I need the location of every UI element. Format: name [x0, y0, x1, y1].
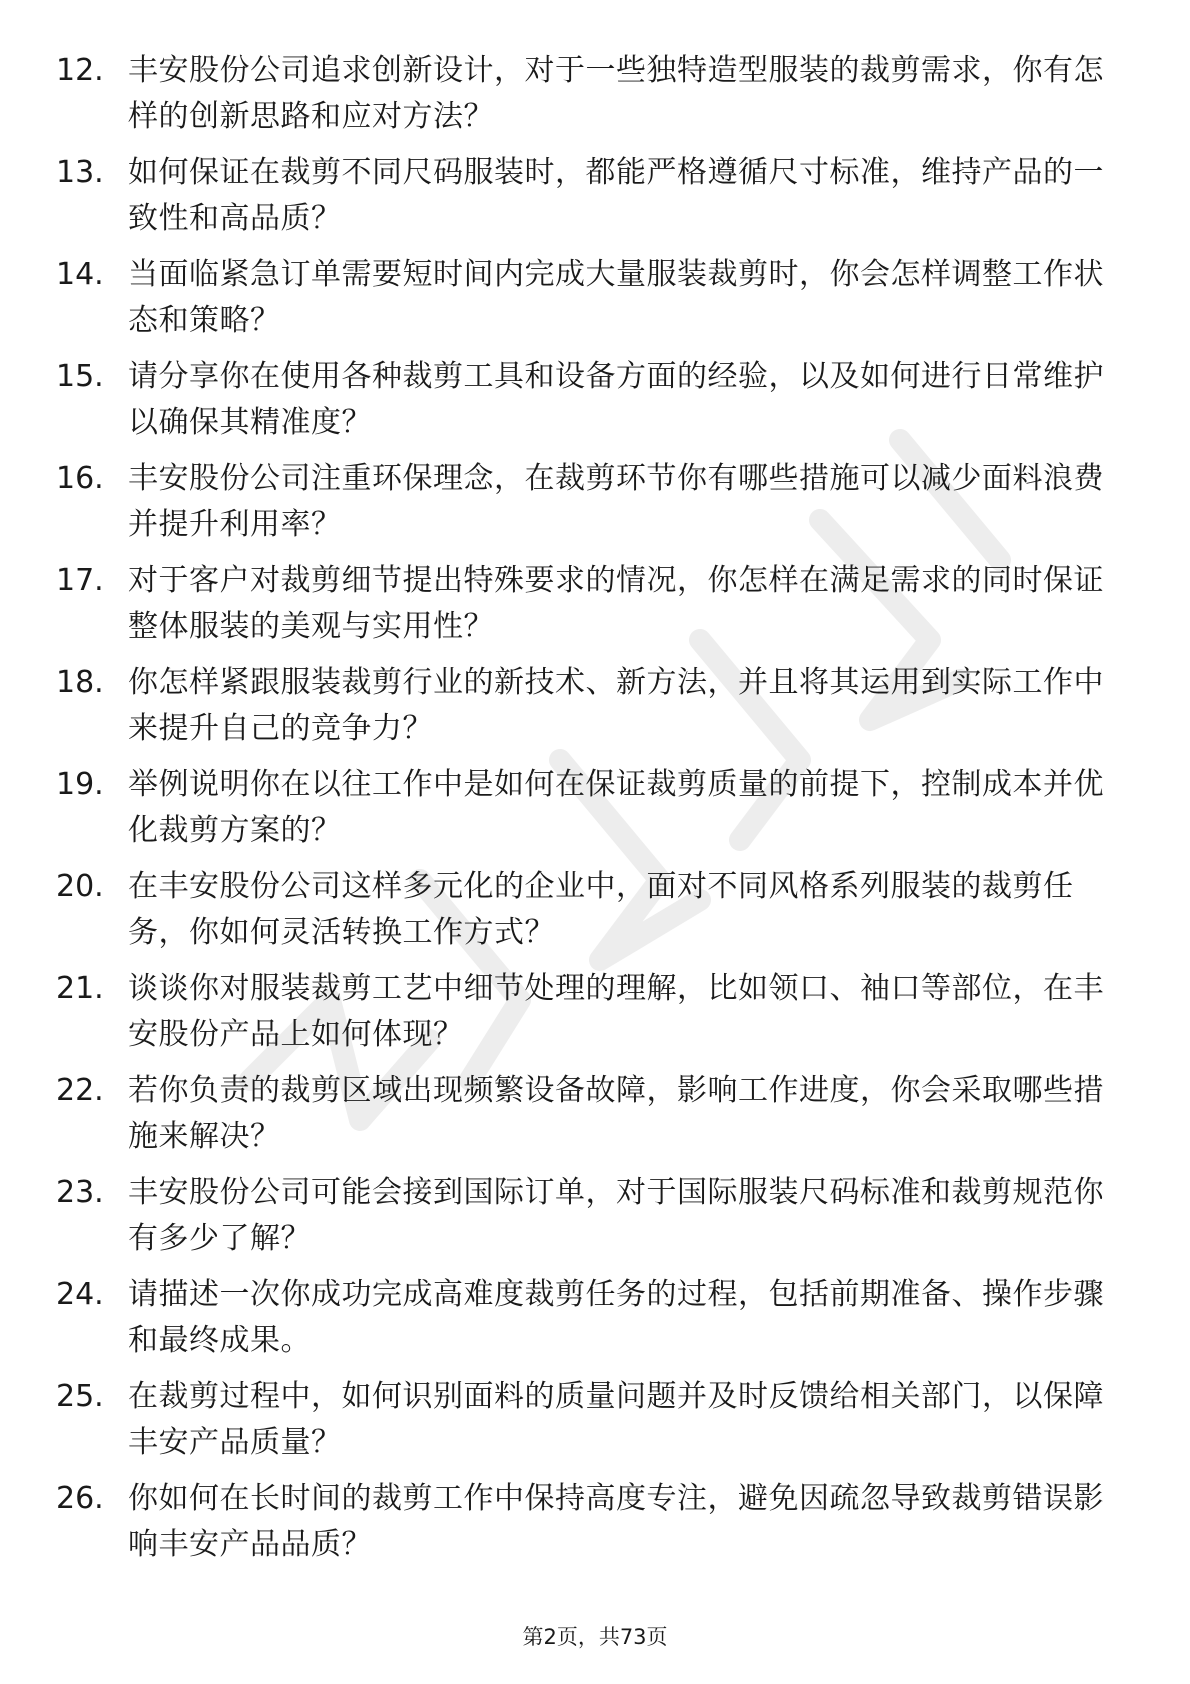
question-number: 22. — [56, 1073, 104, 1108]
question-number: 26. — [56, 1481, 104, 1516]
question-number: 13. — [56, 155, 104, 190]
list-item — [0, 252, 1190, 354]
question-number: 18. — [56, 665, 104, 700]
question-number: 20. — [56, 869, 104, 904]
question-text: 若你负责的裁剪区域出现频繁设备故障，影响工作进度，你会采取哪些措施来解决？ — [128, 1073, 1104, 1154]
question-text: 对于客户对裁剪细节提出特殊要求的情况，你怎样在满足需求的同时保证整体服装的美观与实用性？ — [128, 563, 1104, 644]
question-text: 当面临紧急订单需要短时间内完成大量服装裁剪时，你会怎样调整工作状态和策略？ — [128, 257, 1104, 338]
question-text: 举例说明你在以往工作中是如何在保证裁剪质量的前提下，控制成本并优化裁剪方案的？ — [128, 767, 1104, 848]
list-item — [0, 1476, 1190, 1578]
question-text: 丰安股份公司可能会接到国际订单，对于国际服装尺码标准和裁剪规范你有多少了解？ — [128, 1175, 1104, 1256]
question-number: 24. — [56, 1277, 104, 1312]
list-item — [0, 864, 1190, 966]
question-number: 14. — [56, 257, 104, 292]
list-item — [0, 1272, 1190, 1374]
question-text: 在丰安股份公司这样多元化的企业中，面对不同风格系列服装的裁剪任务，你如何灵活转换工作方式？ — [128, 869, 1074, 950]
list-item — [0, 456, 1190, 558]
question-text: 你怎样紧跟服装裁剪行业的新技术、新方法，并且将其运用到实际工作中来提升自己的竞争力？ — [128, 665, 1104, 746]
question-text: 在裁剪过程中，如何识别面料的质量问题并及时反馈给相关部门，以保障丰安产品质量？ — [128, 1379, 1104, 1460]
list-item — [0, 1170, 1190, 1272]
list-item — [0, 48, 1190, 150]
question-number: 16. — [56, 461, 104, 496]
question-text: 丰安股份公司注重环保理念，在裁剪环节你有哪些措施可以减少面料浪费并提升利用率？ — [128, 461, 1104, 542]
list-item — [0, 150, 1190, 252]
question-text: 请分享你在使用各种裁剪工具和设备方面的经验，以及如何进行日常维护以确保其精准度？ — [128, 359, 1104, 440]
question-number: 17. — [56, 563, 104, 598]
list-item — [0, 660, 1190, 762]
question-text: 谈谈你对服装裁剪工艺中细节处理的理解，比如领口、袖口等部位，在丰安股份产品上如何体现？ — [128, 971, 1104, 1052]
question-text: 请描述一次你成功完成高难度裁剪任务的过程，包括前期准备、操作步骤和最终成果。 — [128, 1277, 1104, 1358]
list-item — [0, 1374, 1190, 1476]
question-number: 25. — [56, 1379, 104, 1414]
question-text: 如何保证在裁剪不同尺码服装时，都能严格遵循尺寸标准，维持产品的一致性和高品质？ — [128, 155, 1104, 236]
question-number: 12. — [56, 53, 104, 88]
list-item — [0, 966, 1190, 1068]
question-number: 23. — [56, 1175, 104, 1210]
list-item — [0, 354, 1190, 456]
page-number-label: 第2页，共73页 — [522, 1625, 668, 1649]
list-item — [0, 558, 1190, 660]
question-number: 15. — [56, 359, 104, 394]
question-list — [0, 48, 1190, 1578]
question-number: 19. — [56, 767, 104, 802]
page-footer — [0, 1622, 1190, 1652]
list-item — [0, 1068, 1190, 1170]
question-text: 丰安股份公司追求创新设计，对于一些独特造型服装的裁剪需求，你有怎样的创新思路和应对方法？ — [128, 53, 1104, 134]
list-item — [0, 762, 1190, 864]
question-number: 21. — [56, 971, 104, 1006]
question-text: 你如何在长时间的裁剪工作中保持高度专注，避免因疏忽导致裁剪错误影响丰安产品品质？ — [128, 1481, 1104, 1562]
